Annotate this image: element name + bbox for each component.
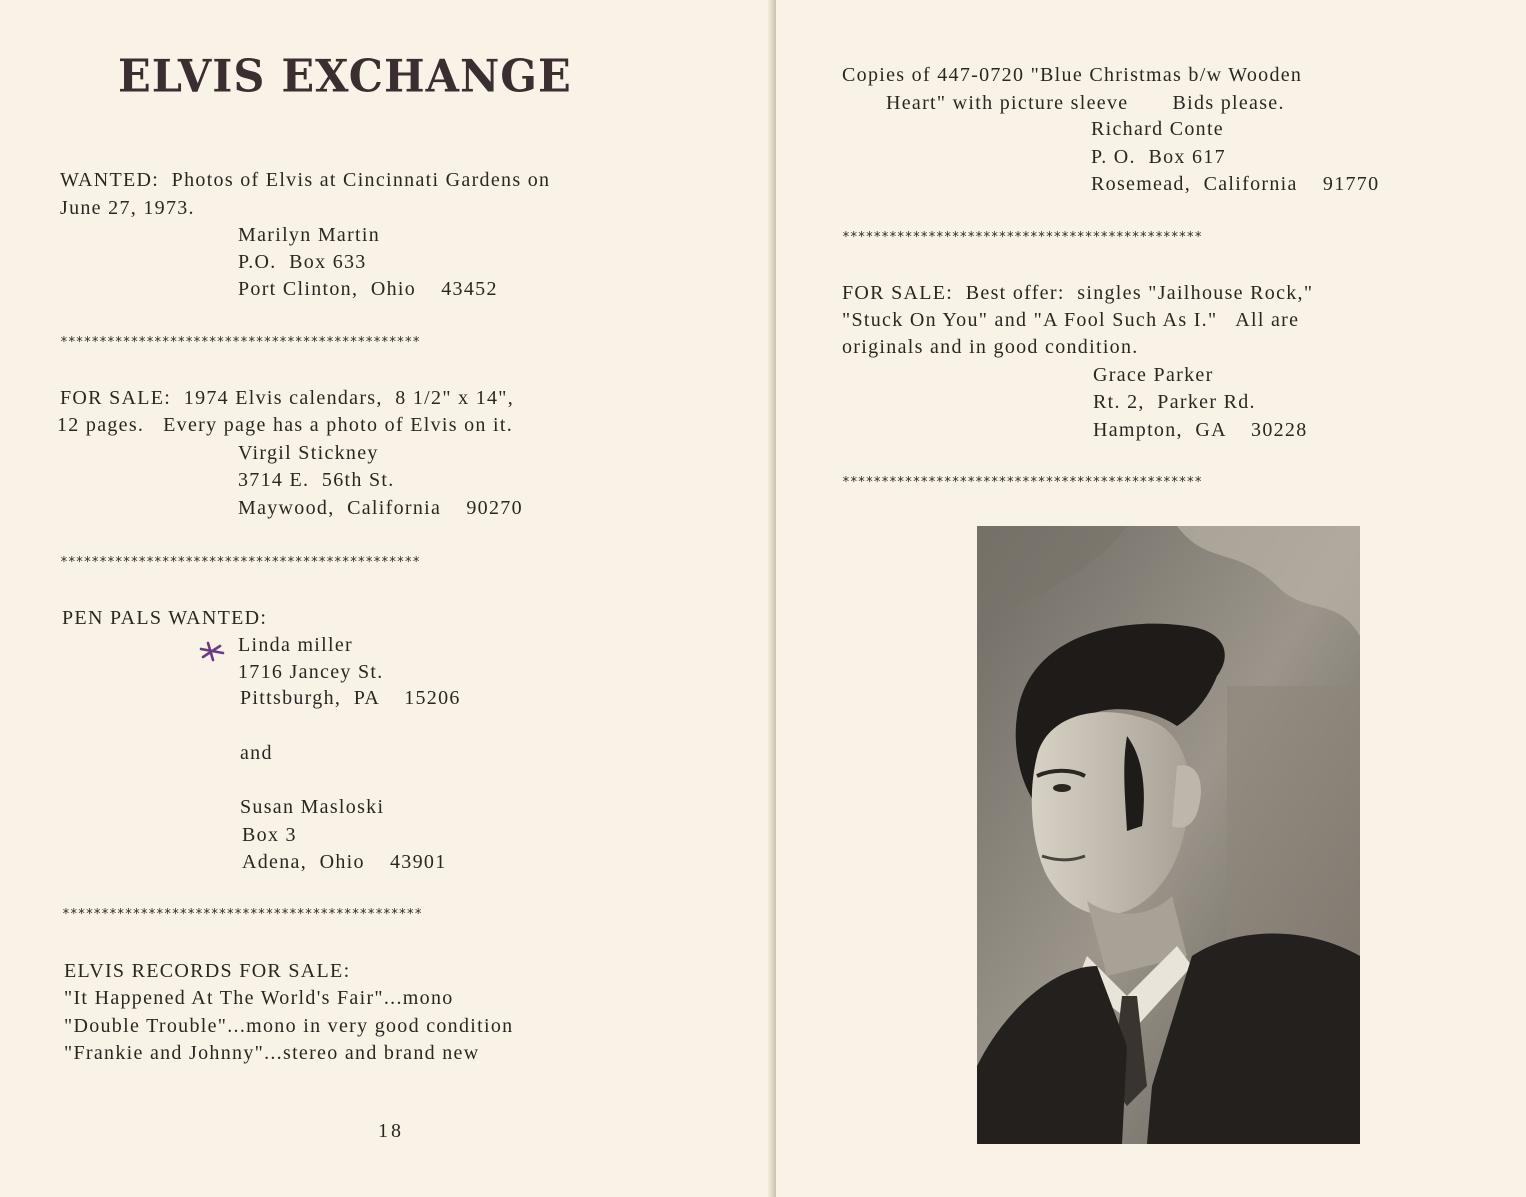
right-for-sale-line-3: originals and in good condition. [842, 336, 1139, 358]
copies-contact-name: Richard Conte [1091, 118, 1224, 140]
for-sale-contact-address-1: 3714 E. 56th St. [238, 469, 395, 491]
separator-2: ********************************************** [60, 555, 421, 570]
wanted-line-1: WANTED: Photos of Elvis at Cincinnati Gardens on [60, 169, 551, 191]
right-for-sale-contact-address-2: Hampton, GA 30228 [1093, 419, 1308, 441]
pen-pals-and: and [240, 742, 273, 764]
right-for-sale-contact-address-1: Rt. 2, Parker Rd. [1093, 391, 1256, 413]
pen-pal-1-name: Linda miller [238, 634, 354, 656]
pen-pal-1-address-1: 1716 Jancey St. [238, 661, 384, 683]
record-item-2: "Double Trouble"...mono in very good condition [64, 1015, 514, 1037]
portrait-photo-icon [977, 526, 1360, 1144]
pen-pal-2-address-1: Box 3 [242, 824, 297, 846]
right-for-sale-contact-name: Grace Parker [1093, 364, 1214, 386]
pen-pals-heading: PEN PALS WANTED: [62, 607, 268, 629]
pen-pal-1-address-2: Pittsburgh, PA 15206 [240, 687, 461, 709]
for-sale-line-1: FOR SALE: 1974 Elvis calendars, 8 1/2" x 14", [60, 387, 515, 409]
separator-4: ********************************************** [842, 230, 1203, 245]
copies-line-2: Heart" with picture sleeve Bids please. [886, 92, 1285, 114]
wanted-line-2: June 27, 1973. [60, 197, 195, 219]
pen-pal-2-address-2: Adena, Ohio 43901 [242, 851, 447, 873]
for-sale-contact-address-2: Maywood, California 90270 [238, 497, 523, 519]
handwritten-star-mark-icon [198, 640, 226, 662]
for-sale-contact-name: Virgil Stickney [238, 442, 379, 464]
page-title: ELVIS EXCHANGE [118, 50, 572, 104]
wanted-contact-name: Marilyn Martin [238, 224, 381, 246]
page-number: 18 [378, 1120, 404, 1142]
record-item-3: "Frankie and Johnny"...stereo and brand new [64, 1042, 480, 1064]
right-for-sale-line-1: FOR SALE: Best offer: singles "Jailhouse Rock," [842, 282, 1314, 304]
for-sale-line-2: 12 pages. Every page has a photo of Elvis on it. [57, 414, 514, 436]
wanted-contact-address-1: P.O. Box 633 [238, 251, 367, 273]
separator-3: ********************************************** [62, 907, 423, 922]
copies-contact-address-2: Rosemead, California 91770 [1091, 173, 1380, 195]
copies-contact-address-1: P. O. Box 617 [1091, 146, 1226, 168]
copies-line-1: Copies of 447-0720 "Blue Christmas b/w Wooden [842, 64, 1303, 86]
pen-pal-2-name: Susan Masloski [240, 796, 385, 818]
wanted-contact-address-2: Port Clinton, Ohio 43452 [238, 278, 498, 300]
record-item-1: "It Happened At The World's Fair"...mono [64, 987, 454, 1009]
separator-1: ********************************************** [60, 335, 421, 350]
right-for-sale-line-2: "Stuck On You" and "A Fool Such As I." All are [842, 309, 1300, 331]
separator-5: ********************************************** [842, 475, 1203, 490]
records-heading: ELVIS RECORDS FOR SALE: [64, 960, 351, 982]
